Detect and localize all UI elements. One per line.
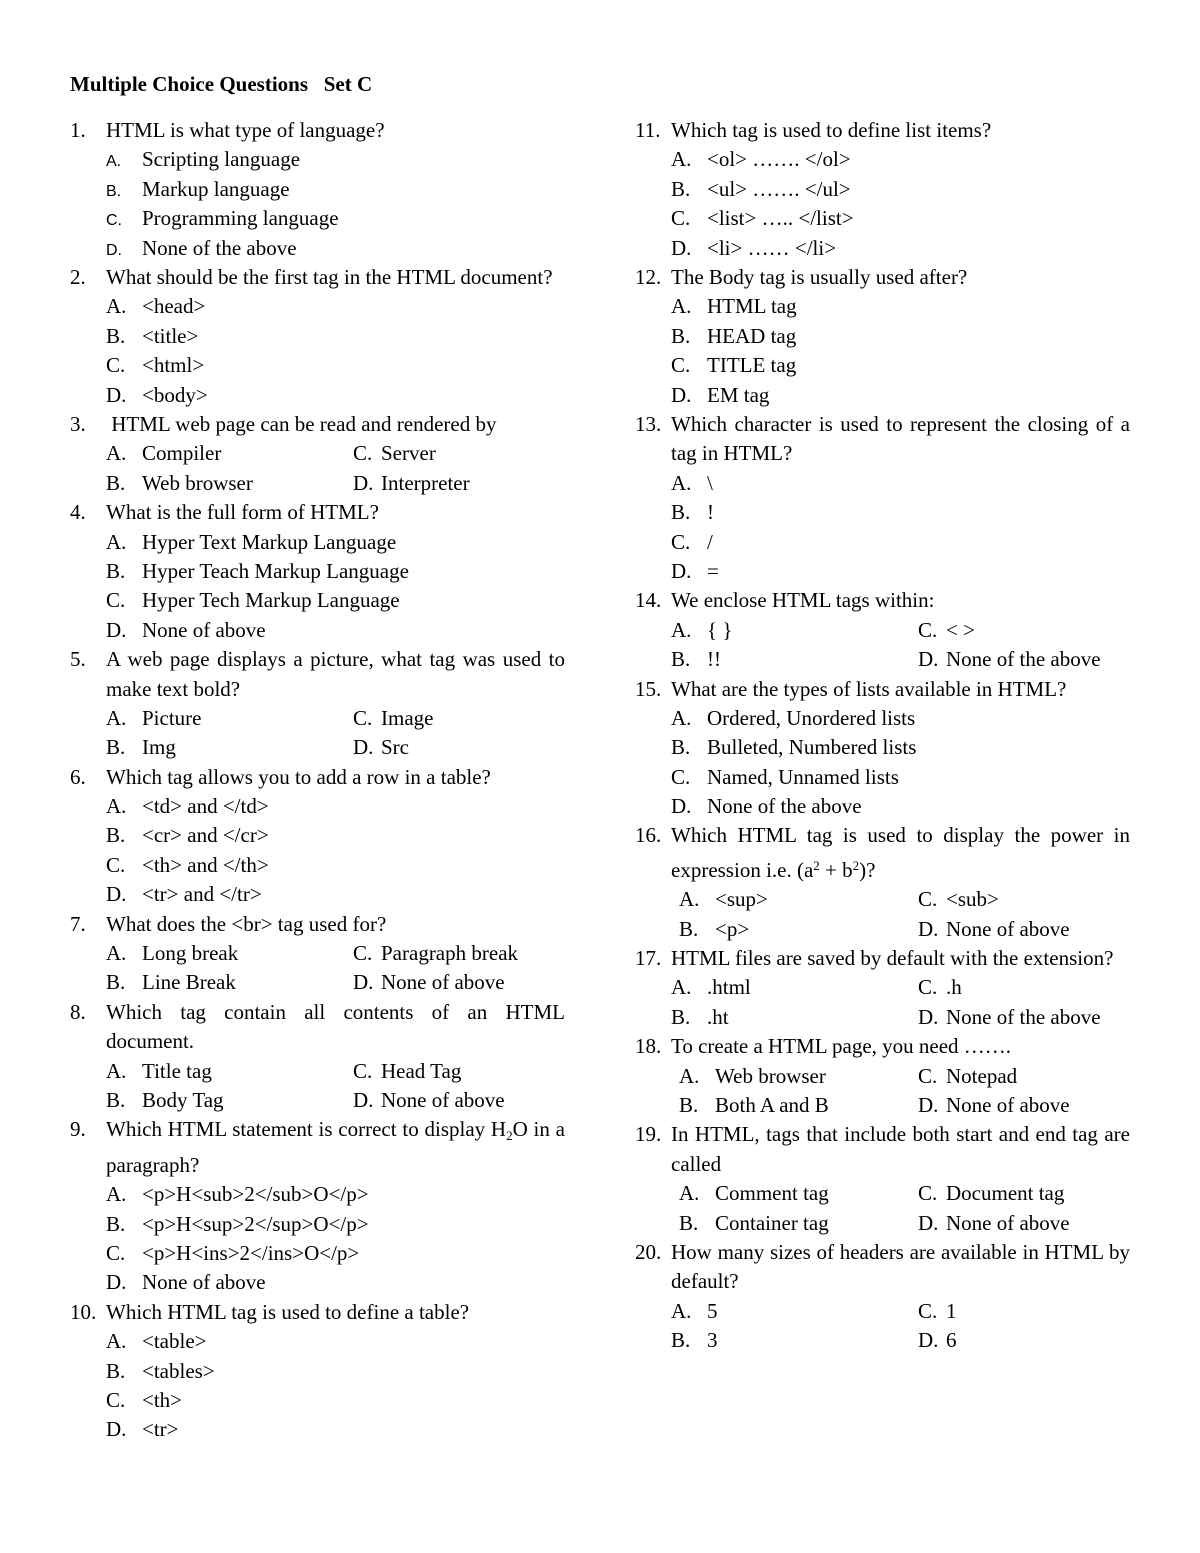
option-a: A. <table> xyxy=(106,1329,207,1354)
question-text: A web page displays a picture, what tag was used to make text bold? xyxy=(106,647,565,701)
option-c: C. Hyper Tech Markup Language xyxy=(106,588,400,613)
question-5 xyxy=(70,645,565,763)
question-17 xyxy=(635,944,1130,1032)
option-d: D. None of above xyxy=(353,1088,505,1113)
question-number: 16. xyxy=(635,823,662,848)
question-7 xyxy=(70,910,565,998)
option-a: A. Web browser xyxy=(679,1063,826,1088)
option-row xyxy=(635,1062,1130,1091)
option-row xyxy=(635,1326,1130,1355)
option-b: B. Bulleted, Numbered lists xyxy=(671,735,917,760)
option-row xyxy=(635,1209,1130,1238)
question-15 xyxy=(635,675,1130,822)
option-a: A. \ xyxy=(671,470,713,495)
option-row xyxy=(70,1086,565,1115)
option-d: D. None of above xyxy=(106,617,266,642)
question-text: Which HTML tag is used to define a table? xyxy=(106,1299,470,1324)
option-row xyxy=(70,733,565,762)
question-number: 2. xyxy=(70,264,86,289)
left-column xyxy=(70,116,565,1445)
option-c: C. <sub> xyxy=(918,887,999,912)
option-row xyxy=(70,939,565,968)
option-row xyxy=(70,968,565,997)
question-number: 17. xyxy=(635,946,662,971)
option-b: B. <ul> ……. </ul> xyxy=(671,176,851,201)
option-c: C. <th> xyxy=(106,1388,183,1412)
option-a: A. .html xyxy=(671,975,751,1000)
option-b: B. Web browser xyxy=(106,470,253,495)
question-number: 14. xyxy=(635,588,662,613)
option-b: B. .ht xyxy=(671,1004,729,1029)
option-row xyxy=(635,885,1130,914)
option-a: A. 5 xyxy=(671,1298,718,1323)
option-d: D. Interpreter xyxy=(353,470,470,495)
question-10 xyxy=(70,1298,565,1445)
option-b: B. Hyper Teach Markup Language xyxy=(106,558,409,583)
question-12 xyxy=(635,263,1130,410)
option-a: A. Title tag xyxy=(106,1058,212,1083)
option-d: D. None of above xyxy=(918,1093,1070,1118)
option-a: A. Picture xyxy=(106,705,202,730)
option-row xyxy=(635,915,1130,944)
option-row xyxy=(635,973,1130,1002)
option-d: D. <tr> and </tr> xyxy=(106,882,262,907)
question-text: The Body tag is usually used after? xyxy=(671,264,968,289)
option-d: D. None of above xyxy=(106,1270,266,1295)
option-c: C. <th> and </th> xyxy=(106,852,269,877)
option-a: A. <p>H<sub>2</sub>O</p> xyxy=(106,1182,369,1207)
option-c: C. < > xyxy=(918,617,975,642)
question-text: HTML is what type of language? xyxy=(106,118,385,142)
option-c: C. Document tag xyxy=(918,1181,1065,1206)
option-d: D. None of the above xyxy=(918,647,1101,672)
option-b: B. Both A and B xyxy=(679,1093,829,1118)
question-text: HTML files are saved by default with the extension? xyxy=(671,946,1114,971)
option-b: B. <p>H<sup>2</sup>O</p> xyxy=(106,1211,369,1236)
option-row xyxy=(70,439,565,468)
option-a: A. Compiler xyxy=(106,441,222,466)
option-b: B. HEAD tag xyxy=(671,323,797,348)
question-number: 11. xyxy=(635,118,661,142)
option-d: D. EM tag xyxy=(671,382,770,407)
question-number: 13. xyxy=(635,411,662,436)
page-title: Multiple Choice Questions Set C xyxy=(70,72,373,96)
question-text: What is the full form of HTML? xyxy=(106,500,379,525)
option-d: D. None of above xyxy=(918,916,1070,941)
question-8 xyxy=(70,998,565,1116)
option-b: B. Line Break xyxy=(106,970,236,995)
option-a: A. HTML tag xyxy=(671,294,797,319)
question-11 xyxy=(635,116,1130,263)
question-16 xyxy=(635,821,1130,944)
option-b: B. <tables> xyxy=(106,1358,215,1383)
option-row xyxy=(635,1003,1130,1032)
question-text: To create a HTML page, you need ……. xyxy=(671,1034,1012,1059)
option-a: A. <sup> xyxy=(679,887,768,912)
option-d: D. <tr> xyxy=(106,1417,179,1442)
option-a: A. <td> and </td> xyxy=(106,794,269,819)
option-a: A. Hyper Text Markup Language xyxy=(106,529,397,554)
option-c: C. Image xyxy=(353,705,434,730)
option-d: D. None of the above xyxy=(918,1004,1101,1029)
option-a: A. Long break xyxy=(106,941,239,966)
question-number: 5. xyxy=(70,647,86,672)
option-d: D. 6 xyxy=(918,1328,957,1353)
option-a: A. { } xyxy=(671,617,733,642)
option-d: D. <li> …… </li> xyxy=(671,235,837,260)
question-number: 7. xyxy=(70,911,86,936)
question-13 xyxy=(635,410,1130,586)
option-c: C. 1 xyxy=(918,1298,957,1323)
option-b: B. Body Tag xyxy=(106,1088,224,1113)
question-number: 18. xyxy=(635,1034,662,1059)
option-row xyxy=(635,1091,1130,1120)
option-a: A. Ordered, Unordered lists xyxy=(671,705,916,730)
option-c: C. <html> xyxy=(106,353,205,378)
option-d: D. <body> xyxy=(106,382,208,407)
option-a: A. <head> xyxy=(106,294,206,319)
question-text: HTML web page can be read and rendered by xyxy=(106,411,497,436)
question-text: In HTML, tags that include both start and end tag are called xyxy=(671,1122,1130,1176)
option-b: B. <p> xyxy=(679,916,750,941)
option-row xyxy=(635,645,1130,674)
option-a: A. Scripting language xyxy=(106,147,301,172)
option-c: C. / xyxy=(671,529,713,554)
question-1 xyxy=(70,116,565,263)
question-number: 4. xyxy=(70,500,86,525)
option-b: B. !! xyxy=(671,647,721,672)
question-text: How many sizes of headers are available in HTML by default? xyxy=(671,1240,1130,1294)
option-c: C. <list> ….. </list> xyxy=(671,206,854,231)
option-d: D. None of above xyxy=(918,1210,1070,1235)
option-c: C. Head Tag xyxy=(353,1058,462,1083)
option-c: C. Programming language xyxy=(106,206,339,231)
question-19 xyxy=(635,1120,1130,1238)
question-6 xyxy=(70,763,565,910)
option-b: B. Img xyxy=(106,735,176,760)
question-text: What should be the first tag in the HTML document? xyxy=(106,264,553,289)
question-20 xyxy=(635,1238,1130,1356)
option-row xyxy=(635,616,1130,645)
option-c: C. Named, Unnamed lists xyxy=(671,764,899,789)
question-text: Which tag is used to define list items? xyxy=(671,118,992,142)
question-text: Which character is used to represent the closing of a tag in HTML? xyxy=(671,411,1130,466)
question-9 xyxy=(70,1115,565,1297)
option-b: B. <title> xyxy=(106,323,199,348)
question-text: Which HTML statement is correct to display $H_2O$ in a paragraph? xyxy=(106,1117,565,1177)
option-a: A. <ol> ……. </ol> xyxy=(671,147,851,172)
question-number: 1. xyxy=(70,118,86,142)
question-text: Which tag contain all contents of an HTML document. xyxy=(106,999,565,1054)
option-c: C. TITLE tag xyxy=(671,353,797,378)
option-row xyxy=(635,1179,1130,1208)
option-row xyxy=(70,704,565,733)
question-3 xyxy=(70,410,565,498)
option-c: C. Paragraph break xyxy=(353,941,519,966)
option-b: B. Markup language xyxy=(106,176,290,201)
question-number: 3. xyxy=(70,411,86,436)
question-number: 6. xyxy=(70,764,86,789)
question-number: 9. xyxy=(70,1117,86,1142)
question-number: 10. xyxy=(70,1299,97,1324)
option-c: C. <p>H<ins>2</ins>O</p> xyxy=(106,1241,360,1266)
option-row xyxy=(70,1057,565,1086)
right-column xyxy=(635,116,1130,1356)
question-text: Which tag allows you to add a row in a table? xyxy=(106,764,491,789)
option-b: B. 3 xyxy=(671,1328,718,1353)
question-text: What does the <br> tag used for? xyxy=(106,911,387,936)
option-c: C. Server xyxy=(353,441,436,466)
question-14 xyxy=(635,586,1130,674)
option-b: B. ! xyxy=(671,500,714,525)
question-text: Which HTML tag is used to display the power in expression i.e. $(a^2 + b^2)$? xyxy=(671,823,1130,882)
question-number: 19. xyxy=(635,1122,662,1147)
option-d: D. = xyxy=(671,558,719,583)
option-d: D. None of above xyxy=(353,970,505,995)
question-18 xyxy=(635,1032,1130,1120)
question-2 xyxy=(70,263,565,410)
question-number: 15. xyxy=(635,676,662,701)
option-b: B. Container tag xyxy=(679,1210,829,1235)
question-text: We enclose HTML tags within: xyxy=(671,588,935,613)
question-4 xyxy=(70,498,565,645)
option-c: C. .h xyxy=(918,975,962,1000)
option-row xyxy=(70,469,565,498)
question-number: 12. xyxy=(635,264,662,289)
option-c: C. Notepad xyxy=(918,1063,1018,1088)
option-row xyxy=(635,1297,1130,1326)
option-b: B. <cr> and </cr> xyxy=(106,823,269,848)
question-number: 20. xyxy=(635,1240,662,1265)
option-d: D. None of the above xyxy=(106,235,297,260)
question-text: What are the types of lists available in HTML? xyxy=(671,676,1067,701)
option-d: D. None of the above xyxy=(671,794,862,819)
option-a: A. Comment tag xyxy=(679,1181,829,1206)
option-d: D. Src xyxy=(353,735,409,760)
question-number: 8. xyxy=(70,999,86,1024)
